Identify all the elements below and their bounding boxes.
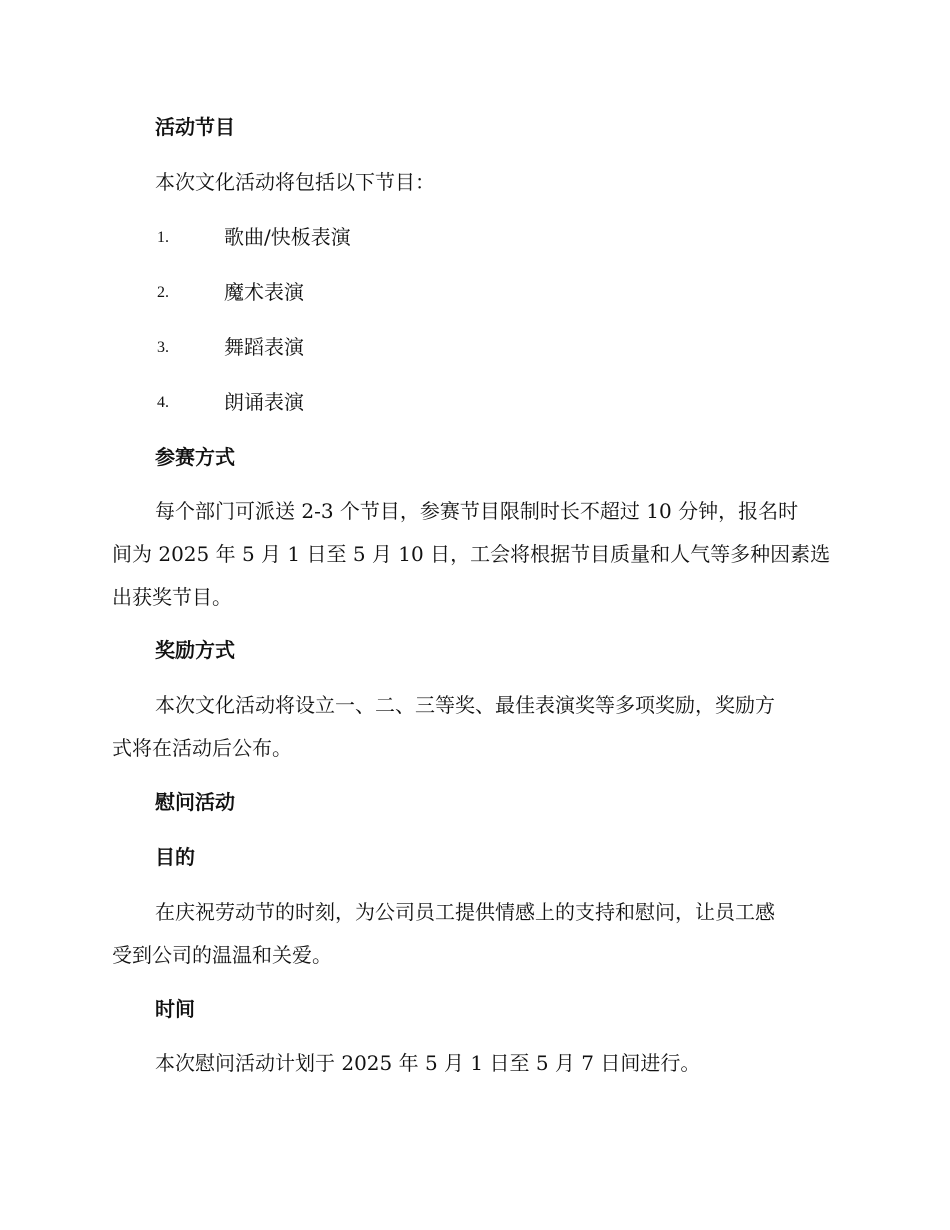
section-heading-participation: 参赛方式 (155, 445, 235, 469)
rewards-line-1: 本次文化活动将设立一、二、三等奖、最佳表演奖等多项奖励，奖励方 (155, 693, 775, 717)
list-item-number: 2. (157, 284, 169, 301)
list-item-number: 1. (157, 229, 169, 246)
time-line-1: 本次慰问活动计划于 2025 年 5 月 1 日至 5 月 7 日间进行。 (155, 1051, 701, 1075)
section-heading-purpose: 目的 (155, 845, 195, 869)
section-heading-rewards: 奖励方式 (155, 638, 235, 662)
list-item-text: 朗诵表演 (224, 390, 304, 414)
participation-line-2: 间为 2025 年 5 月 1 日至 5 月 10 日，工会将根据节目质量和人气等多种因素选 (112, 542, 831, 566)
section-heading-condolence: 慰问活动 (155, 790, 235, 814)
list-item-text: 歌曲/快板表演 (224, 225, 351, 249)
list-item-number: 3. (157, 339, 169, 356)
participation-line-1: 每个部门可派送 2-3 个节目，参赛节目限制时长不超过 10 分钟，报名时 (155, 499, 799, 523)
list-item-text: 舞蹈表演 (224, 335, 304, 359)
purpose-line-1: 在庆祝劳动节的时刻，为公司员工提供情感上的支持和慰问，让员工感 (155, 900, 775, 924)
section-heading-program: 活动节目 (155, 115, 235, 139)
purpose-line-2: 受到公司的温温和关爱。 (112, 943, 332, 967)
section-heading-time: 时间 (155, 997, 195, 1021)
participation-line-3: 出获奖节目。 (112, 585, 232, 609)
program-intro: 本次文化活动将包括以下节目： (155, 170, 435, 194)
list-item-text: 魔术表演 (224, 280, 304, 304)
rewards-line-2: 式将在活动后公布。 (112, 736, 292, 760)
list-item-number: 4. (157, 394, 169, 411)
